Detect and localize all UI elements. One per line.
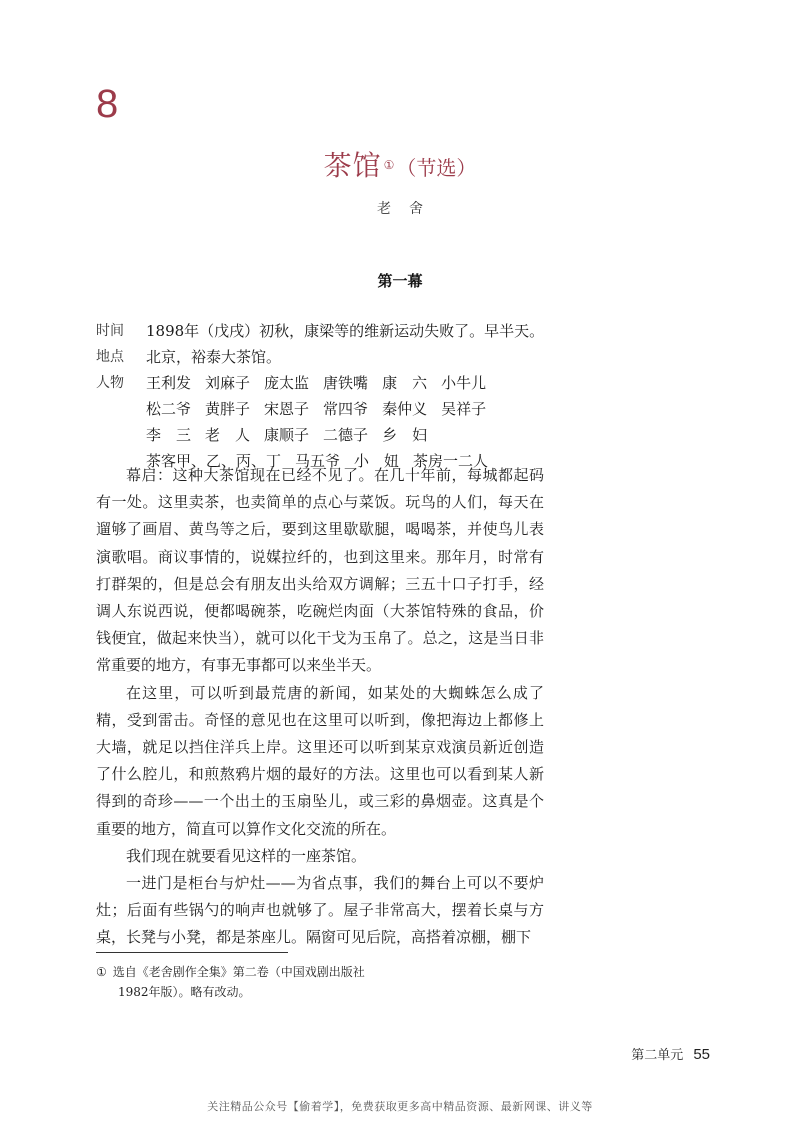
character-name: 常四爷 bbox=[323, 400, 369, 418]
act-heading: 第一幕 bbox=[377, 272, 423, 290]
character-row bbox=[146, 396, 556, 422]
character-name: 茶房一二人 bbox=[413, 452, 489, 470]
time-value: 1898年（戊戌）初秋，康梁等的维新运动失败了。早半天。 bbox=[146, 322, 545, 340]
paragraph: 幕启：这种大茶馆现在已经不见了。在几十年前，每城都起码有一处。这里卖茶，也卖简单的点心与菜饭。玩鸟的人们，每天在遛够了画眉、黄鸟等之后，要到这里歇歇腿，喝喝茶，并使鸟儿表演歌唱。商议事情的，说媒拉纤的，也到这里来。那年月，时常有打群架的，但是总会有朋友出头给双方调解；三五十口子打手，经调人东说西说，便都喝碗茶，吃碗烂肉面（大茶馆特殊的食品，价钱便宜，做起来快当），就可以化干戈为玉帛了。总之，这是当日非常重要的地方，有事无事都可以来坐半天。 bbox=[96, 466, 544, 675]
time-label: 时间 bbox=[96, 323, 124, 339]
page-title bbox=[0, 144, 800, 184]
character-name: 二德子 bbox=[323, 426, 369, 444]
footnote-number: ① bbox=[96, 965, 107, 979]
place-row bbox=[96, 344, 556, 370]
title-main: 茶馆 bbox=[323, 149, 382, 182]
character-name: 乡 妇 bbox=[382, 426, 428, 444]
characters-list bbox=[146, 370, 556, 474]
footnote-divider bbox=[96, 952, 288, 953]
character-name: 黄胖子 bbox=[205, 400, 251, 418]
character-name: 秦仲义 bbox=[382, 400, 428, 418]
body-text bbox=[96, 462, 544, 952]
character-name: 吴祥子 bbox=[441, 400, 487, 418]
footnote-text: 选自《老舍剧作全集》第二卷（中国戏剧出版社 bbox=[112, 965, 365, 979]
character-name: 马五爷 bbox=[295, 452, 341, 470]
character-name: 唐铁嘴 bbox=[323, 374, 369, 392]
footnote bbox=[96, 962, 416, 1002]
character-name: 茶客甲、乙、丙、丁 bbox=[146, 452, 282, 470]
character-name: 小 妞 bbox=[354, 452, 400, 470]
watermark-text: 关注精品公众号【偷着学】，免费获取更多高中精品资源、最新网课、讲义等 bbox=[207, 1100, 593, 1113]
place-label: 地点 bbox=[96, 349, 124, 365]
character-name: 李 三 bbox=[146, 426, 192, 444]
lesson-number: 8 bbox=[96, 82, 119, 126]
paragraph: 在这里，可以听到最荒唐的新闻，如某处的大蜘蛛怎么成了精，受到雷击。奇怪的意见也在这里可以听到，像把海边上都修上大墙，就足以挡住洋兵上岸。这里还可以听到某京戏演员新近创造了什么腔儿，和煎熬鸦片烟的最好的方法。这里也可以看到某人新得到的奇珍——一个出土的玉扇坠儿，或三彩的鼻烟壶。这真是个重要的地方，简直可以算作文化交流的所在。 bbox=[96, 683, 544, 838]
character-name: 王利发 bbox=[146, 374, 192, 392]
character-name: 宋恩子 bbox=[264, 400, 310, 418]
page-number: 55 bbox=[693, 1046, 710, 1063]
title-subtitle: （节选） bbox=[396, 156, 477, 180]
character-name: 松二爷 bbox=[146, 400, 192, 418]
character-name: 小牛儿 bbox=[441, 374, 487, 392]
footnote-line bbox=[96, 962, 416, 982]
paragraph: 我们现在就要看见这样的一座茶馆。 bbox=[126, 846, 367, 865]
character-row bbox=[146, 370, 556, 396]
character-name: 刘麻子 bbox=[205, 374, 251, 392]
characters-label: 人物 bbox=[96, 375, 124, 391]
paragraph: 一进门是柜台与炉灶——为省点事，我们的舞台上可以不要炉灶；后面有些锅勺的响声也就够了。屋子非常高大，摆着长桌与方桌，长凳与小凳，都是茶座儿。隔窗可见后院，高搭着凉棚，棚下 bbox=[96, 874, 544, 947]
footnote-text-continued: 1982年版）。略有改动。 bbox=[118, 985, 251, 999]
time-row bbox=[96, 318, 556, 344]
character-name: 康 六 bbox=[382, 374, 428, 392]
page-footer bbox=[631, 1044, 710, 1063]
character-name: 康顺子 bbox=[264, 426, 310, 444]
title-footnote-mark[interactable]: ① bbox=[383, 157, 395, 172]
character-row bbox=[146, 422, 556, 448]
character-name: 庞太监 bbox=[264, 374, 310, 392]
character-name: 老 人 bbox=[205, 426, 251, 444]
characters-row bbox=[96, 370, 556, 474]
scene-info bbox=[96, 318, 556, 474]
place-value: 北京，裕泰大茶馆。 bbox=[146, 348, 282, 366]
unit-label: 第二单元 bbox=[631, 1048, 684, 1063]
author: 老舍 bbox=[377, 201, 441, 217]
